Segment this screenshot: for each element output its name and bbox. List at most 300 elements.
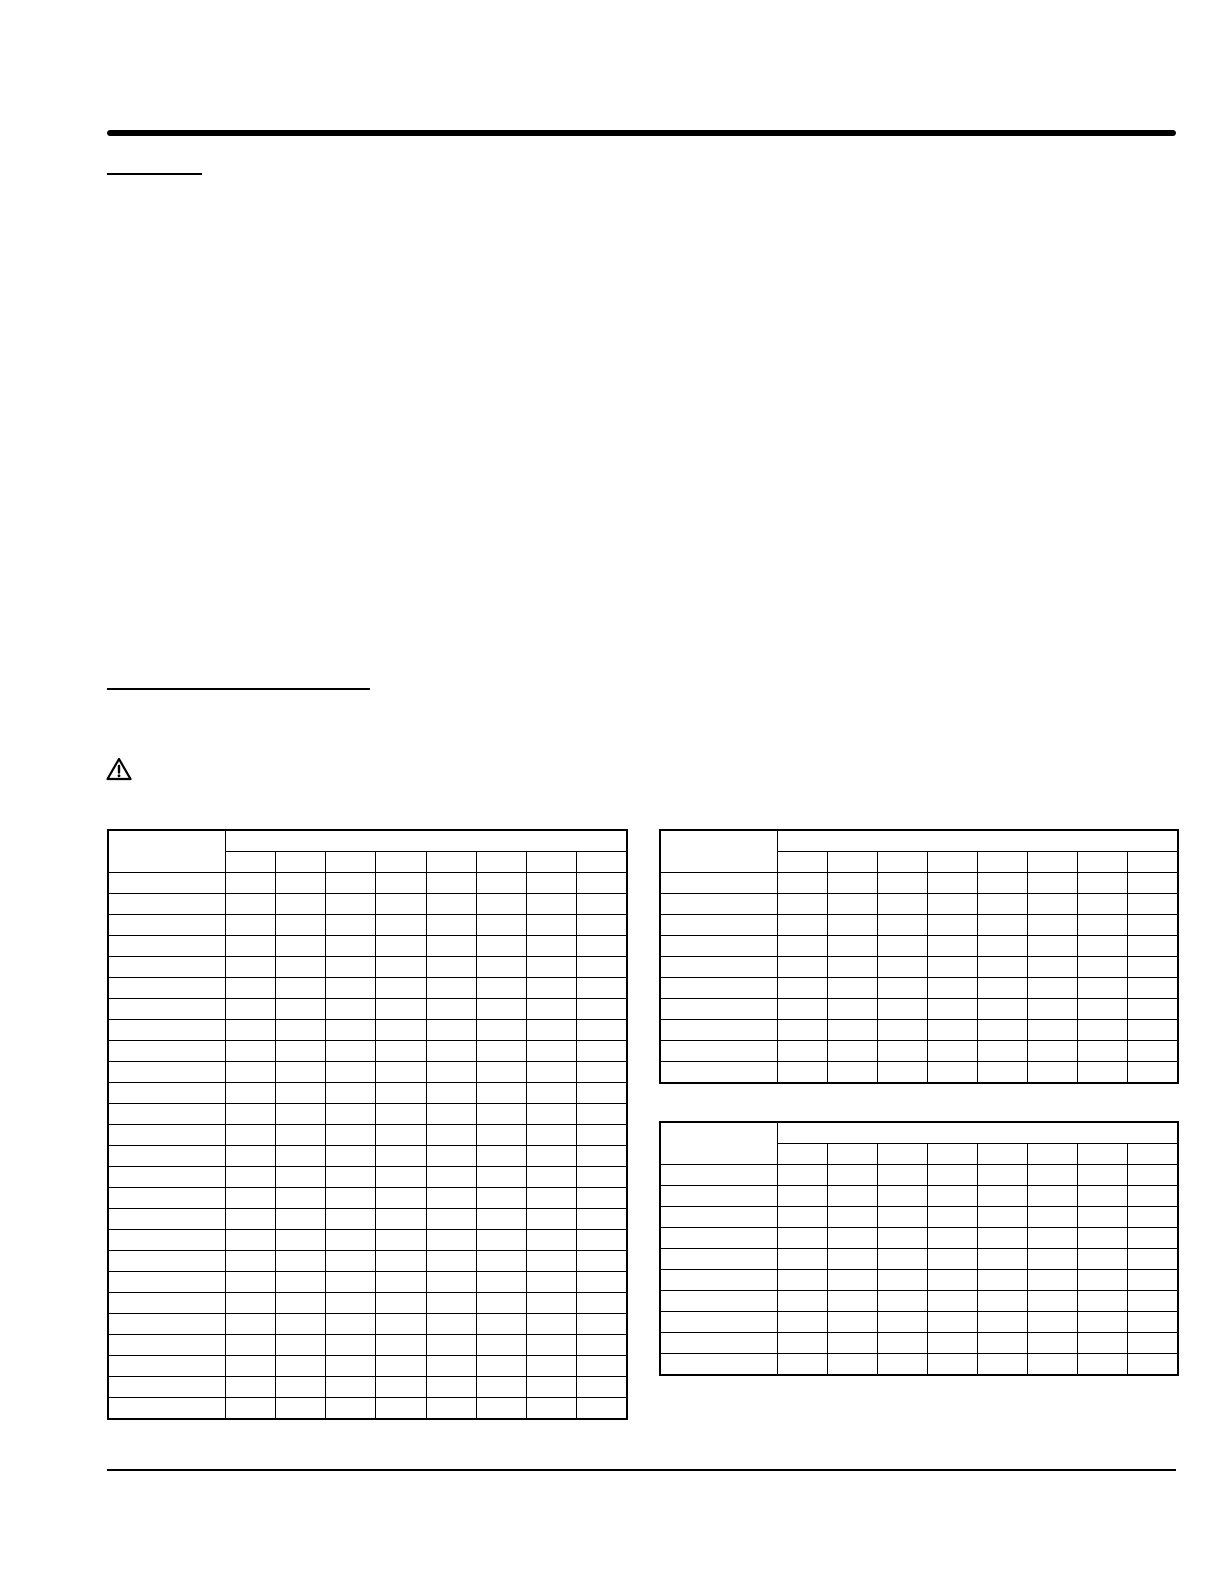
table-row-label — [660, 1270, 777, 1291]
table-cell — [476, 999, 526, 1020]
table-cell — [275, 873, 325, 894]
table-cell — [927, 1020, 977, 1041]
table-cell — [978, 1249, 1028, 1270]
table-row — [108, 1314, 627, 1335]
table-cell — [577, 894, 627, 915]
table-cell — [326, 915, 376, 936]
table-cell — [426, 1083, 476, 1104]
table-cell — [527, 1251, 577, 1272]
table-row — [660, 1165, 1178, 1186]
table-cell — [1128, 1165, 1178, 1186]
table-cell — [577, 978, 627, 999]
table-cell — [877, 1333, 927, 1354]
table-cell — [1128, 915, 1178, 936]
table-cell — [225, 1335, 275, 1356]
table-cell — [476, 1398, 526, 1420]
table-row — [108, 957, 627, 978]
table-cell — [927, 1062, 977, 1084]
table-cell — [777, 999, 827, 1020]
table-cell — [978, 1207, 1028, 1228]
table-cell — [527, 1125, 577, 1146]
table-cell — [978, 1354, 1028, 1376]
table-cell — [527, 1020, 577, 1041]
table-column-header — [877, 852, 927, 873]
table-cell — [326, 1272, 376, 1293]
table-cell — [376, 1041, 426, 1062]
table-cell — [1078, 1207, 1128, 1228]
table-cell — [1028, 1020, 1078, 1041]
table-row — [660, 1354, 1178, 1376]
table-cell — [275, 1083, 325, 1104]
table-cell — [1128, 894, 1178, 915]
table-row — [108, 1356, 627, 1377]
table-cell — [978, 1333, 1028, 1354]
table-row-label — [660, 1354, 777, 1376]
table-cell — [225, 1293, 275, 1314]
table-cell — [426, 1209, 476, 1230]
table-cell — [376, 1104, 426, 1125]
table-row — [660, 957, 1178, 978]
table-cell — [927, 915, 977, 936]
table-group-header — [777, 830, 1178, 852]
table-cell — [577, 1335, 627, 1356]
table-cell — [376, 1062, 426, 1083]
table-cell — [476, 1125, 526, 1146]
table-cell — [1028, 1186, 1078, 1207]
table-cell — [275, 1020, 325, 1041]
table-cell — [1128, 1333, 1178, 1354]
table-row — [108, 873, 627, 894]
table-cell — [376, 873, 426, 894]
table-row-label — [108, 894, 225, 915]
table-row — [108, 1293, 627, 1314]
table-cell — [577, 1083, 627, 1104]
table-cell — [527, 1377, 577, 1398]
table-cell — [275, 999, 325, 1020]
table-cell — [1128, 1020, 1178, 1041]
table-cell — [426, 978, 476, 999]
table-cell — [827, 873, 877, 894]
table-column-header — [527, 852, 577, 873]
table-cell — [225, 1377, 275, 1398]
table-cell — [476, 873, 526, 894]
table-cell — [577, 1062, 627, 1083]
table-row-label — [108, 1230, 225, 1251]
table-cell — [777, 1062, 827, 1084]
table-row-label — [108, 1167, 225, 1188]
table-cell — [827, 1207, 877, 1228]
table-cell — [476, 894, 526, 915]
table-cell — [877, 1270, 927, 1291]
table-cell — [275, 978, 325, 999]
table-row-label — [108, 978, 225, 999]
table-cell — [1028, 1062, 1078, 1084]
table-cell — [927, 978, 977, 999]
table-cell — [927, 936, 977, 957]
table-cell — [326, 1062, 376, 1083]
table-row — [660, 1186, 1178, 1207]
table-cell — [777, 1207, 827, 1228]
table-cell — [1078, 1312, 1128, 1333]
table-cell — [827, 915, 877, 936]
table-cell — [1028, 1291, 1078, 1312]
table-cell — [577, 1293, 627, 1314]
table-row — [108, 1272, 627, 1293]
table-cell — [476, 1293, 526, 1314]
table-row-label — [108, 936, 225, 957]
table-row-label — [660, 873, 777, 894]
table-cell — [225, 1167, 275, 1188]
table-cell — [275, 1272, 325, 1293]
table-row — [660, 1207, 1178, 1228]
table-cell — [326, 1104, 376, 1125]
table-cell — [1028, 1270, 1078, 1291]
table-cell — [326, 1125, 376, 1146]
table-row — [108, 1041, 627, 1062]
table-row-label — [660, 936, 777, 957]
table-row-label — [660, 1186, 777, 1207]
table-cell — [476, 1314, 526, 1335]
table-cell — [927, 1165, 977, 1186]
table-cell — [225, 999, 275, 1020]
table-cell — [1078, 1270, 1128, 1291]
table-cell — [577, 1041, 627, 1062]
table-cell — [275, 1209, 325, 1230]
table-cell — [527, 1062, 577, 1083]
table-column-header — [1128, 852, 1178, 873]
table-cell — [426, 915, 476, 936]
table-cell — [275, 1335, 325, 1356]
table-cell — [978, 1291, 1028, 1312]
table-cell — [827, 1041, 877, 1062]
table-cell — [527, 1083, 577, 1104]
table-row-label — [660, 1333, 777, 1354]
table-row-label — [108, 873, 225, 894]
section-2-underline — [107, 688, 370, 690]
table-cell — [275, 1398, 325, 1420]
table-cell — [376, 1188, 426, 1209]
table-column-header — [1028, 852, 1078, 873]
table-cell — [376, 1125, 426, 1146]
table-cell — [326, 1083, 376, 1104]
table-cell — [527, 999, 577, 1020]
table-cell — [1028, 1165, 1078, 1186]
table-row — [108, 1020, 627, 1041]
table-row — [108, 1230, 627, 1251]
table-cell — [978, 1041, 1028, 1062]
table-cell — [426, 1356, 476, 1377]
warning-triangle-icon — [106, 757, 132, 781]
table-group-header — [777, 1122, 1178, 1144]
table-cell — [978, 1228, 1028, 1249]
top-rule — [107, 130, 1176, 136]
table-cell — [777, 873, 827, 894]
table-row-label — [660, 894, 777, 915]
table-cell — [1028, 1354, 1078, 1376]
table-cell — [225, 1398, 275, 1420]
table-cell — [326, 999, 376, 1020]
table-row — [660, 1312, 1178, 1333]
table-column-header — [476, 852, 526, 873]
table-cell — [326, 1146, 376, 1167]
table-cell — [777, 1270, 827, 1291]
table-row — [108, 978, 627, 999]
table-column-header — [376, 852, 426, 873]
section-1-underline — [107, 173, 202, 175]
table-row-label — [108, 1272, 225, 1293]
table-cell — [326, 1314, 376, 1335]
table-cell — [225, 957, 275, 978]
table-column-header — [877, 1144, 927, 1165]
table-cell — [376, 915, 426, 936]
table-cell — [877, 1020, 927, 1041]
table-cell — [326, 894, 376, 915]
table-cell — [376, 1167, 426, 1188]
table-cell — [326, 1209, 376, 1230]
table-cell — [827, 1270, 877, 1291]
table-cell — [978, 978, 1028, 999]
table-cell — [1078, 999, 1128, 1020]
table-column-header — [927, 852, 977, 873]
table-cell — [275, 936, 325, 957]
table-row-label — [660, 957, 777, 978]
table-cell — [426, 1230, 476, 1251]
table-cell — [1028, 894, 1078, 915]
table-cell — [877, 894, 927, 915]
table-cell — [376, 1293, 426, 1314]
table-cell — [527, 1314, 577, 1335]
table-cell — [225, 1020, 275, 1041]
table-cell — [527, 1293, 577, 1314]
table-cell — [877, 1312, 927, 1333]
table-cell — [577, 873, 627, 894]
table-cell — [426, 1251, 476, 1272]
table-cell — [1128, 1354, 1178, 1376]
table-cell — [476, 1083, 526, 1104]
table-cell — [777, 1354, 827, 1376]
table-group-header — [225, 830, 627, 852]
table-row — [660, 915, 1178, 936]
table-cell — [1078, 957, 1128, 978]
table-cell — [877, 1207, 927, 1228]
table-row-label — [108, 1125, 225, 1146]
table-cell — [1078, 873, 1128, 894]
table-cell — [527, 1356, 577, 1377]
table-row — [108, 1251, 627, 1272]
table-cell — [927, 1312, 977, 1333]
table-cell — [777, 1312, 827, 1333]
table-corner-cell — [108, 830, 225, 873]
table-cell — [426, 1125, 476, 1146]
table-cell — [877, 936, 927, 957]
table-row — [108, 999, 627, 1020]
table-cell — [376, 1335, 426, 1356]
table-cell — [777, 1249, 827, 1270]
table-cell — [326, 1188, 376, 1209]
table-cell — [275, 1188, 325, 1209]
table-cell — [275, 1293, 325, 1314]
table-row — [108, 936, 627, 957]
table-row — [660, 999, 1178, 1020]
table-cell — [275, 1062, 325, 1083]
table-cell — [527, 1272, 577, 1293]
table-row-label — [108, 1209, 225, 1230]
table-cell — [476, 1377, 526, 1398]
table-cell — [927, 957, 977, 978]
table-cell — [275, 1125, 325, 1146]
table-header-row — [660, 1122, 1178, 1144]
table-cell — [1078, 1186, 1128, 1207]
table-cell — [978, 1062, 1028, 1084]
table-cell — [1078, 936, 1128, 957]
table-cell — [927, 1291, 977, 1312]
table-cell — [577, 1230, 627, 1251]
table-cell — [777, 936, 827, 957]
table-cell — [476, 1335, 526, 1356]
table-cell — [877, 1186, 927, 1207]
table-column-header — [978, 852, 1028, 873]
table-header-row — [108, 830, 627, 852]
table-cell — [376, 1272, 426, 1293]
table-cell — [1128, 1228, 1178, 1249]
table-row-label — [660, 999, 777, 1020]
table-cell — [1028, 873, 1078, 894]
table-cell — [376, 1146, 426, 1167]
table-cell — [1028, 1228, 1078, 1249]
table-column-header — [1128, 1144, 1178, 1165]
table-cell — [927, 1207, 977, 1228]
table-cell — [476, 1104, 526, 1125]
table-cell — [1028, 936, 1078, 957]
table-cell — [577, 957, 627, 978]
table-cell — [777, 1228, 827, 1249]
table-cell — [225, 978, 275, 999]
table-cell — [476, 957, 526, 978]
table-cell — [827, 1354, 877, 1376]
table-cell — [877, 1291, 927, 1312]
table-cell — [275, 1251, 325, 1272]
table-cell — [326, 1167, 376, 1188]
table-cell — [577, 1398, 627, 1420]
table-cell — [426, 1146, 476, 1167]
table-cell — [476, 1020, 526, 1041]
table-cell — [326, 1251, 376, 1272]
table-row-label — [108, 1083, 225, 1104]
table-cell — [577, 1125, 627, 1146]
table-row-label — [108, 999, 225, 1020]
table-row-label — [108, 1188, 225, 1209]
table-cell — [927, 1270, 977, 1291]
table-row — [108, 1188, 627, 1209]
table-cell — [1078, 1020, 1128, 1041]
table-cell — [1128, 1062, 1178, 1084]
table-cell — [376, 1377, 426, 1398]
table-cell — [527, 873, 577, 894]
table-cell — [376, 1020, 426, 1041]
table-cell — [927, 1333, 977, 1354]
table-cell — [577, 1104, 627, 1125]
table-cell — [376, 1209, 426, 1230]
table-cell — [275, 1104, 325, 1125]
table-cell — [376, 894, 426, 915]
table-cell — [577, 1314, 627, 1335]
table-cell — [777, 1291, 827, 1312]
table-cell — [326, 1020, 376, 1041]
table-column-header — [577, 852, 627, 873]
table-column-header — [827, 1144, 877, 1165]
table-cell — [476, 1230, 526, 1251]
table-cell — [225, 936, 275, 957]
table-cell — [1028, 1207, 1078, 1228]
table-cell — [476, 1272, 526, 1293]
table-cell — [1128, 1312, 1178, 1333]
table-cell — [225, 873, 275, 894]
table-cell — [877, 1165, 927, 1186]
table-cell — [326, 873, 376, 894]
table-cell — [1078, 1354, 1128, 1376]
table-row-label — [660, 1312, 777, 1333]
table-column-header — [827, 852, 877, 873]
table-cell — [827, 1333, 877, 1354]
spec-table-right-top — [659, 829, 1179, 1084]
table-cell — [827, 1165, 877, 1186]
table-cell — [326, 1293, 376, 1314]
table-row — [660, 1291, 1178, 1312]
table-row-label — [108, 1062, 225, 1083]
table-column-header — [1078, 1144, 1128, 1165]
table-row-label — [660, 1041, 777, 1062]
table-cell — [527, 1230, 577, 1251]
table-column-header — [426, 852, 476, 873]
table-row-label — [660, 1291, 777, 1312]
table-row — [108, 1083, 627, 1104]
table-cell — [527, 1209, 577, 1230]
table-cell — [577, 1020, 627, 1041]
table-cell — [577, 1146, 627, 1167]
table-cell — [827, 999, 877, 1020]
table-cell — [426, 1314, 476, 1335]
table-cell — [527, 957, 577, 978]
table-cell — [426, 1377, 476, 1398]
table-cell — [777, 1165, 827, 1186]
table-row — [108, 1398, 627, 1420]
table-cell — [476, 978, 526, 999]
table-cell — [527, 978, 577, 999]
table-row — [660, 1228, 1178, 1249]
table-cell — [476, 1356, 526, 1377]
table-cell — [1078, 1062, 1128, 1084]
table-row-label — [108, 1104, 225, 1125]
table-cell — [225, 1041, 275, 1062]
table-cell — [1028, 1333, 1078, 1354]
table-cell — [275, 957, 325, 978]
table-cell — [827, 957, 877, 978]
table-cell — [877, 999, 927, 1020]
table-cell — [827, 894, 877, 915]
table-row-label — [660, 1228, 777, 1249]
table-cell — [376, 1356, 426, 1377]
table-cell — [1128, 1249, 1178, 1270]
table-cell — [426, 894, 476, 915]
table-cell — [376, 936, 426, 957]
table-cell — [275, 1314, 325, 1335]
table-cell — [275, 915, 325, 936]
table-cell — [326, 1335, 376, 1356]
table-cell — [777, 1020, 827, 1041]
table-cell — [376, 978, 426, 999]
table-row-label — [108, 1146, 225, 1167]
table-cell — [577, 1272, 627, 1293]
